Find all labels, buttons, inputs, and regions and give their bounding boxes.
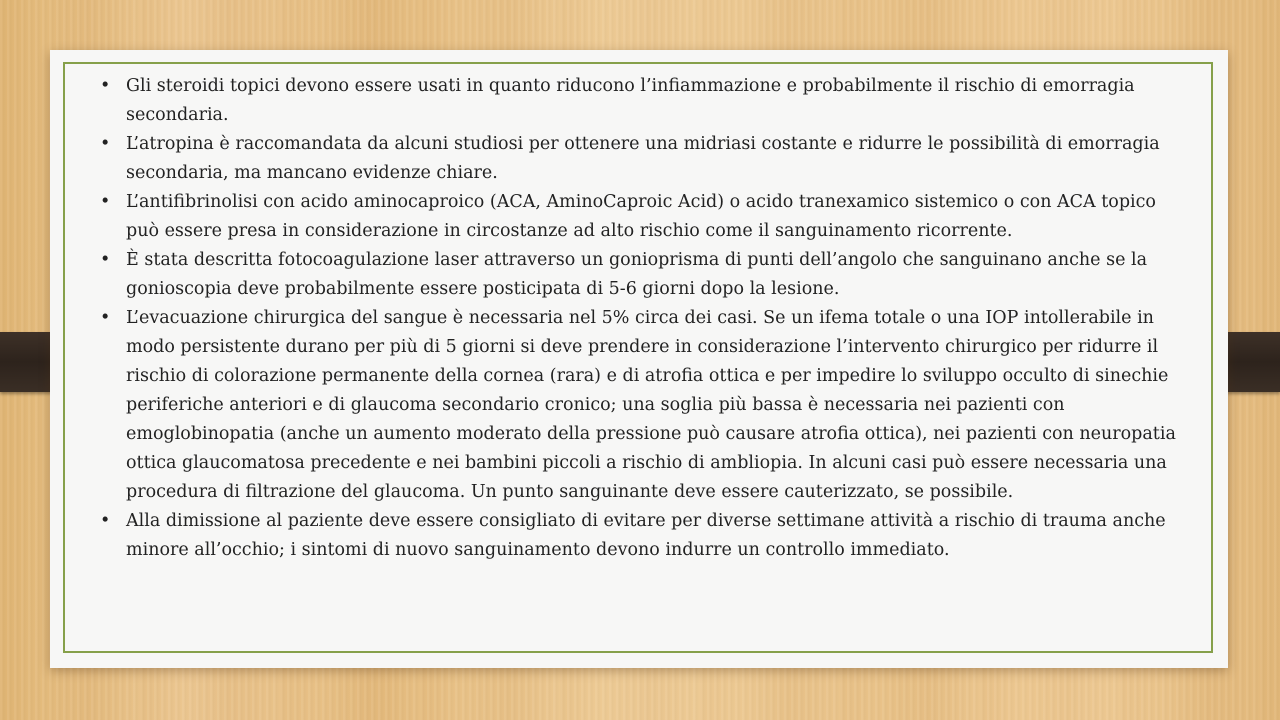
bullet-icon: • <box>100 134 111 154</box>
bullet-icon: • <box>100 192 111 212</box>
list-item-text: È stata descritta fotocoagulazione laser attraverso un gonioprisma di punti dell’angolo che sanguinano anche se la gonioscopia deve probabilmente essere posticipata di 5-6 giorni dopo la lesione. <box>126 250 1148 299</box>
list-item-text: L’atropina è raccomandata da alcuni studiosi per ottenere una midriasi costante e ridurre le possibilità di emorragia secondaria, ma mancano evidenze chiare. <box>126 134 1160 183</box>
list-item-text: L’evacuazione chirurgica del sangue è necessaria nel 5% circa dei casi. Se un ifema totale o una IOP intollerabile in modo persistente durano per più di 5 giorni si deve prendere in considerazione l’intervento chirurgico per ridurre il rischio di colorazione permanente della cornea (rara) e di atrofia ottica e per impedire lo sviluppo occulto di sinechie periferiche anteriori e di glaucoma secondario cronico; una soglia più bassa è necessaria nei pazienti con emoglobinopatia (anche un aumento moderato della pressione può causare atrofia ottica), nei pazienti con neuropatia ottica glaucomatosa precedente e nei bambini piccoli a rischio di ambliopia. In alcuni casi può essere necessaria una procedura di filtrazione del glaucoma. Un punto sanguinante deve essere cauterizzato, se possibile. <box>126 308 1176 502</box>
bullet-icon: • <box>100 250 111 270</box>
list-item <box>100 188 1190 246</box>
bullet-icon: • <box>100 308 111 328</box>
list-item <box>100 246 1190 304</box>
list-item <box>100 304 1190 507</box>
list-item <box>100 72 1190 130</box>
bullet-icon: • <box>100 76 111 96</box>
list-item <box>100 130 1190 188</box>
bullet-list <box>100 72 1190 565</box>
slide-card <box>50 50 1228 668</box>
list-item-text: Alla dimissione al paziente deve essere consigliato di evitare per diverse settimane attività a rischio di trauma anche minore all’occhio; i sintomi di nuovo sanguinamento devono indurre un controllo immediato. <box>126 511 1166 560</box>
list-item-text: Gli steroidi topici devono essere usati in quanto riducono l’infiammazione e probabilmente il rischio di emorragia secondaria. <box>126 76 1135 125</box>
list-item-text: L’antifibrinolisi con acido aminocaproico (ACA, AminoCaproic Acid) o acido tranexamico sistemico o con ACA topico può essere presa in considerazione in circostanze ad alto rischio come il sanguinamento ricorrente. <box>126 192 1156 241</box>
bullet-icon: • <box>100 511 111 531</box>
list-item <box>100 507 1190 565</box>
